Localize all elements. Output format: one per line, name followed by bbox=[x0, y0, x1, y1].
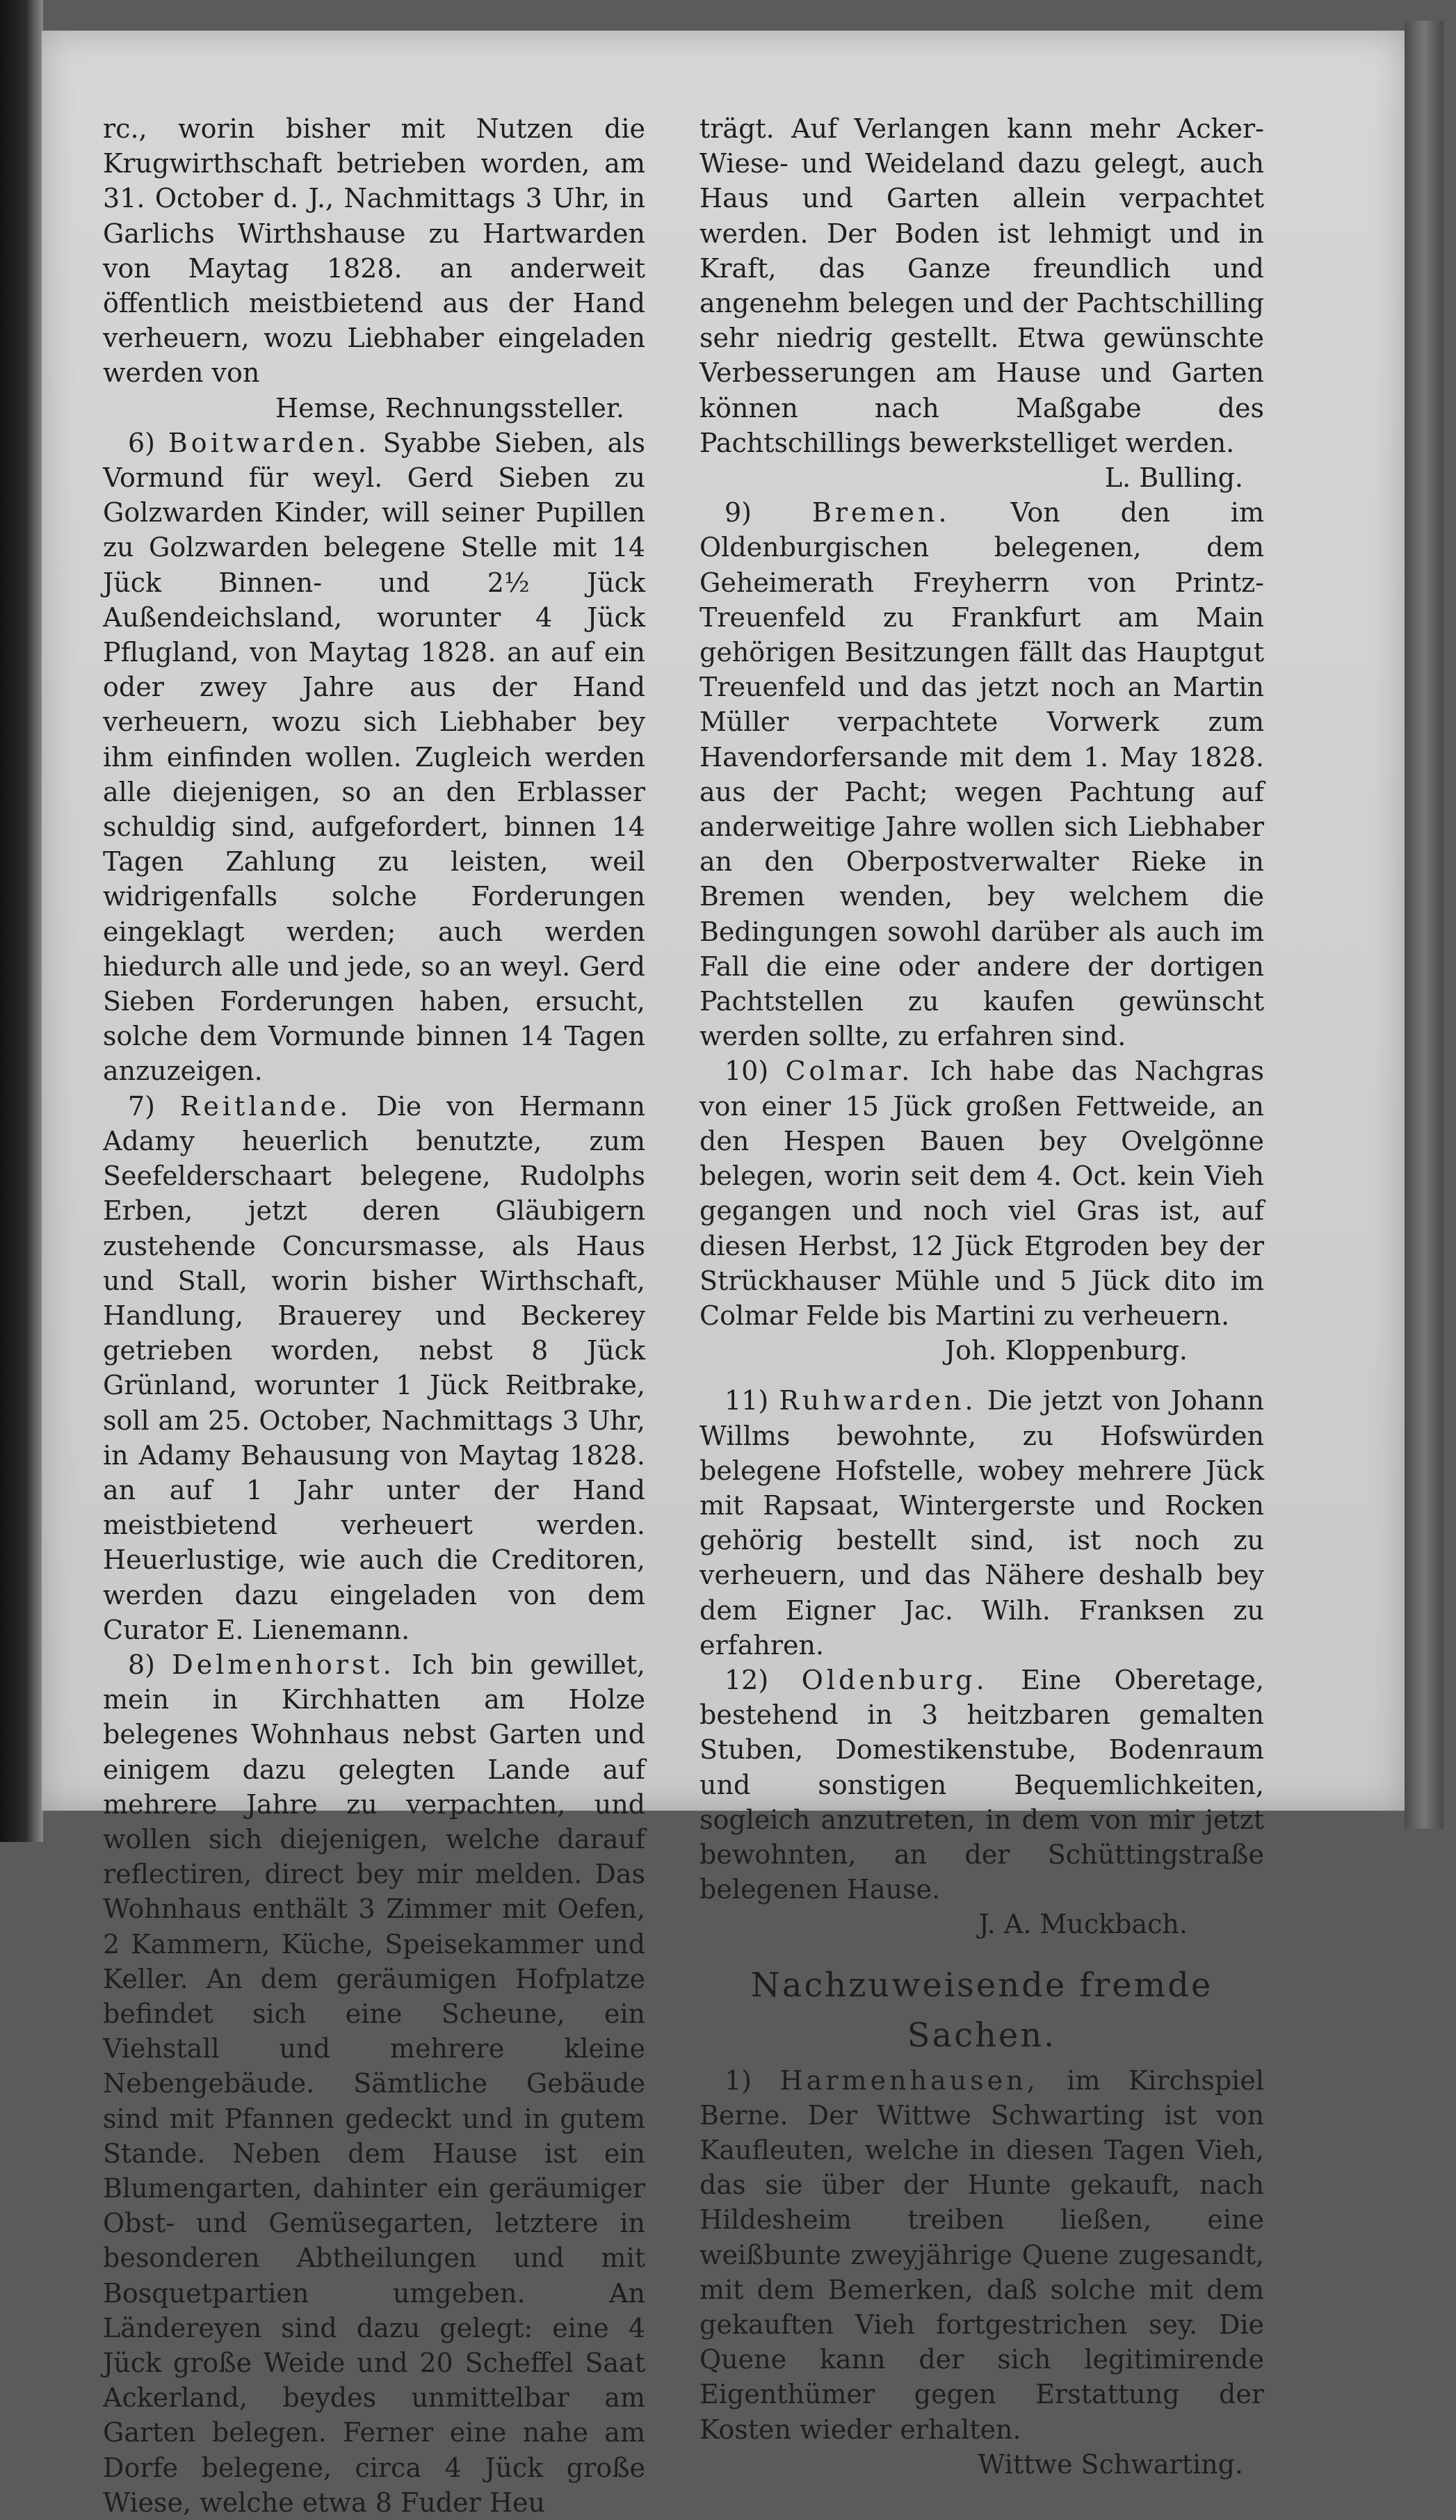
place-name: Ruhwarden. bbox=[779, 1385, 977, 1416]
notice-continuation: rc., worin bisher mit Nutzen die Krugwirthschaft betrieben worden, am 31. October d. J., Nachmittags 3 Uhr, in Garlichs Wirthshause zu Hartwarden von Maytag 1828. an anderweit öffentlich meistbietend aus der Hand verheuern, wozu Liebhaber eingeladen werden von bbox=[103, 113, 645, 389]
place-name: Reitlande. bbox=[179, 1090, 352, 1122]
right-column bbox=[699, 111, 1264, 2482]
notice-9: 9) Bremen. Von den im Oldenburgischen belegenen, dem Geheimerath Freyherrn von Printz-Treuenfeld zu Frankfurt am Main gehörigen Besitzungen fällt das Hauptgut Treuenfeld und das jetzt noch an Martin Müller verpachtete Vorwerk zum Havendorfersande mit dem 1. May 1828. aus der Pacht; wegen Pachtung auf anderweitige Jahre wollen sich Liebhaber an den Oberpostverwalter Rieke in Bremen wenden, bey welchem die Bedingungen sowohl darüber als auch im Fall die eine oder andere der dortigen Pachtstellen zu kaufen gewünscht werden sollte, zu erfahren sind. bbox=[699, 497, 1264, 1052]
notice-12: 12) Oldenburg. Eine Oberetage, bestehend in 3 heitzbaren gemalten Stuben, Domestikenstube, Bodenraum und sonstigen Bequemlichkeiten, sogleich anzutreten, in dem von mir jetzt bewohnten, an der Schüttingstraße belegenen Hause. bbox=[699, 1664, 1264, 1905]
left-column bbox=[103, 111, 645, 2520]
section-heading: Nachzuweisende fremde Sachen. bbox=[750, 1965, 1213, 2055]
notice-7: 7) Reitlande. Die von Hermann Adamy heuerlich benutzte, zum Seefelderschaart belegene, Rudolphs Erben, jetzt deren Gläubigern zustehende Concursmasse, als Haus und Stall, worin bisher Wirthschaft, Handlung, Brauerey und Beckerey getrieben worden, nebst 8 Jück Grünland, worunter 1 Jück Reitbrake, soll am 25. October, Nachmittags 3 Uhr, in Adamy Behausung von Maytag 1828. an auf 1 Jahr unter der Hand meistbietend verheuert werden. Heuerlustige, wie auch die Creditoren, werden dazu eingeladen von dem Curator E. Lienemann. bbox=[103, 1090, 645, 1645]
place-name: Oldenburg. bbox=[801, 1664, 988, 1695]
page-edge bbox=[1405, 21, 1443, 1829]
place-name: Bremen. bbox=[811, 497, 951, 528]
notice-signature: J. A. Muckbach. bbox=[978, 1909, 1188, 1940]
notice-11: 11) Ruhwarden. Die jetzt von Johann Willms bewohnte, zu Hofswürden belegene Hofstelle, wobey mehrere Jück mit Rapsaat, Wintergerste und Rocken gehörig bestellt sind, ist noch zu verheuern, und das Nähere deshalb bey dem Eigner Jac. Wilh. Franksen zu erfahren. bbox=[699, 1385, 1264, 1661]
notice-signature: Joh. Kloppenburg. bbox=[944, 1335, 1188, 1366]
notice-10: 10) Colmar. Ich habe das Nachgras von einer 15 Jück großen Fettweide, an den Hespen Bauen bey Ovelgönne belegen, worin seit dem 4. Oct. kein Vieh gegangen und noch viel Gras ist, auf diesen Herbst, 12 Jück Etgroden bey der Strückhauser Mühle und 5 Jück dito im Colmar Felde bis Martini zu verheuern. bbox=[699, 1056, 1264, 1331]
place-name: Harmenhausen, bbox=[779, 2065, 1039, 2096]
notice-signature: Hemse, Rechnungssteller. bbox=[275, 392, 624, 423]
notice-6: 6) Boitwarden. Syabbe Sieben, als Vormund für weyl. Gerd Sieben zu Golzwarden Kinder, will seiner Pupillen zu Golzwarden belegene Stelle mit 14 Jück Binnen- und 2½ Jück Außendeichsland, worunter 4 Jück Pflugland, von Maytag 1828. an auf ein oder zwey Jahre aus der Hand verheuern, wozu sich Liebhaber bey ihm einfinden wollen. Zugleich werden alle diejenigen, so an den Erblasser schuldig sind, aufgefordert, binnen 14 Tagen Zahlung zu leisten, weil widrigenfalls solche Forderungen eingeklagt werden; auch werden hiedurch alle und jede, so an weyl. Gerd Sieben Forderungen haben, ersucht, solche dem Vormunde binnen 14 Tagen anzuzeigen. bbox=[103, 427, 645, 1087]
notice-8: 8) Delmenhorst. Ich bin gewillet, mein in Kirchhatten am Holze belegenes Wohnhaus nebst Garten und einigem dazu gelegten Lande auf mehrere Jahre zu verpachten, und wollen sich diejenigen, welche darauf reflectiren, direct bey mir melden. Das Wohnhaus enthält 3 Zimmer mit Oefen, 2 Kammern, Küche, Speisekammer und Keller. An dem geräumigen Hofplatze befindet sich eine Scheune, ein Viehstall und mehrere kleine Nebengebäude. Sämtliche Gebäude sind mit Pfannen gedeckt und in gutem Stande. Neben dem Hause ist ein Blumengarten, dahinter ein geräumiger Obst- und Gemüsegarten, letztere in besonderen Abtheilungen und mit Bosquetpartien umgeben. An Ländereyen sind dazu gelegt: eine 4 Jück große Weide und 20 Scheffel Saat Ackerland, beydes unmittelbar am Garten belegen. Ferner eine nahe am Dorfe belegene, circa 4 Jück große Wiese, welche etwa 8 Fuder Heu bbox=[103, 1649, 645, 2518]
notice-signature: L. Bulling. bbox=[1104, 462, 1243, 494]
notice-continuation: trägt. Auf Verlangen kann mehr Acker- Wiese- und Weideland dazu gelegt, auch Haus und Garten allein verpachtet werden. Der Boden ist lehmigt und in Kraft, das Ganze freundlich und angenehm belegen und der Pachtschilling sehr niedrig gestellt. Etwa gewünschte Verbesserungen am Hause und Garten können nach Maßgabe des Pachtschillings bewerkstelliget werden. bbox=[699, 113, 1264, 458]
spacer bbox=[699, 1368, 1264, 1383]
book-spine bbox=[0, 0, 43, 1842]
found-item-1: 1) Harmenhausen, im Kirchspiel Berne. Der Wittwe Schwarting ist von Kaufleuten, welche in diesen Tagen Vieh, das sie über der Hunte gekauft, nach Hildesheim treiben ließen, eine weißbunte zweyjährige Quene zugesandt, mit dem Bemerken, daß solche mit dem gekauften Vieh fortgestrichen sey. Die Quene kann der sich legitimirende Eigenthümer gegen Erstattung der Kosten wieder erhalten. bbox=[699, 2065, 1264, 2445]
place-name: Colmar. bbox=[785, 1056, 914, 1087]
place-name: Boitwarden. bbox=[168, 427, 370, 458]
notice-signature: Wittwe Schwarting. bbox=[978, 2448, 1243, 2480]
place-name: Delmenhorst. bbox=[172, 1649, 395, 1680]
